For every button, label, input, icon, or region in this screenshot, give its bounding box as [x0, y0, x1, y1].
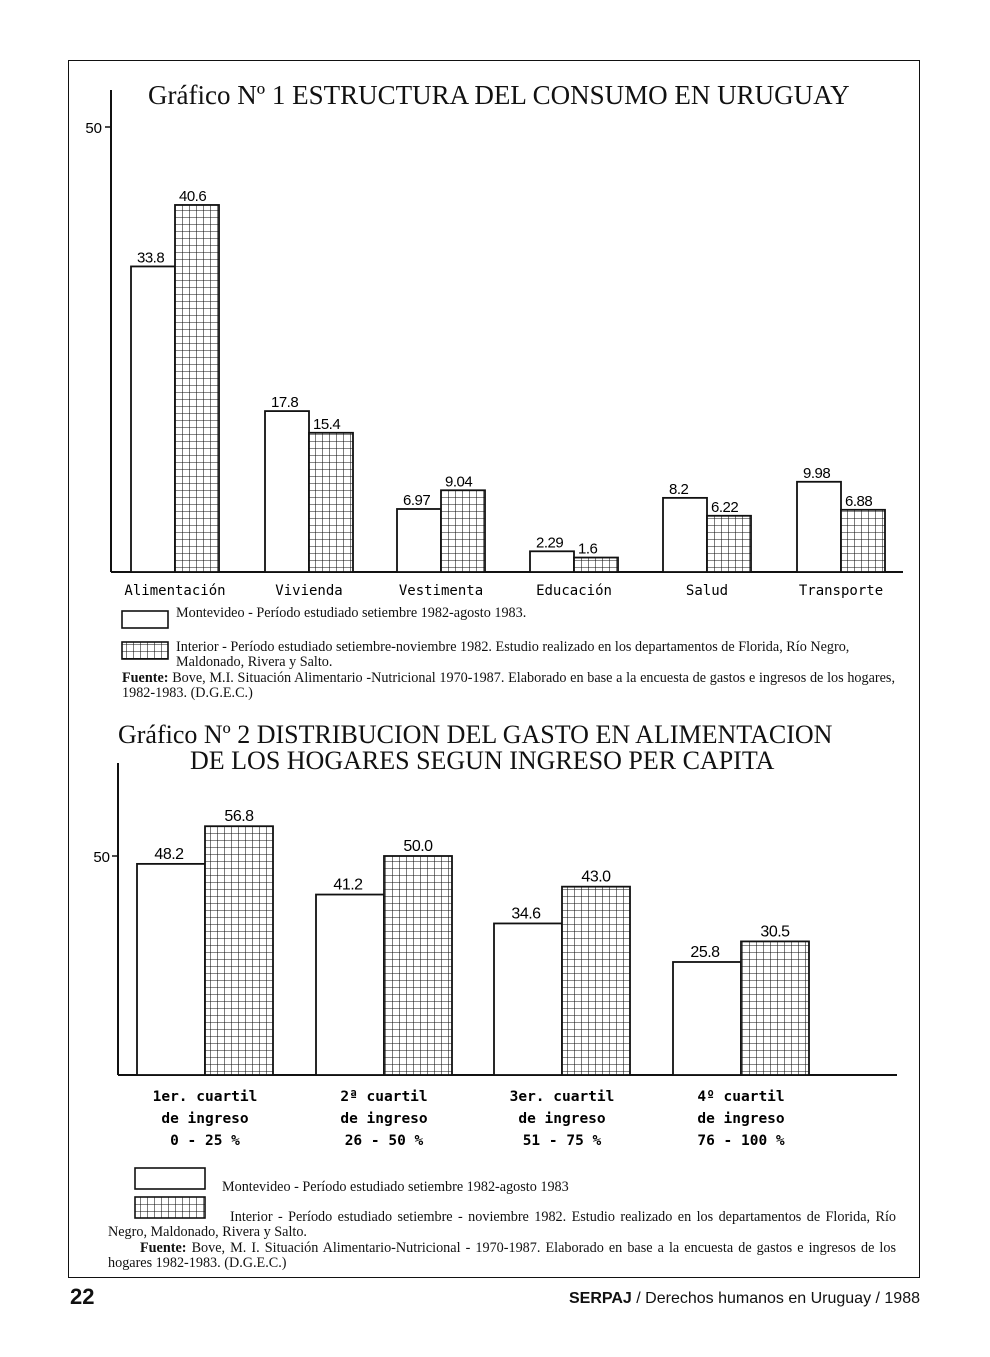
chart2-category-label: de ingreso — [518, 1111, 606, 1127]
chart2-data-label: 30.5 — [760, 923, 790, 941]
chart1-data-label: 9.98 — [803, 464, 831, 482]
chart1-category-label: Salud — [685, 583, 729, 599]
chart1-data-label: 6.88 — [845, 492, 873, 510]
chart1-source-label: Fuente: — [122, 670, 169, 686]
chart2-data-label: 48.2 — [154, 845, 184, 863]
chart2-category-label: 26 - 50 % — [344, 1133, 424, 1149]
chart2-data-label: 50.0 — [403, 838, 433, 855]
chart2-bar-montevideo — [316, 895, 384, 1075]
chart1-data-label: 17.8 — [271, 394, 299, 412]
chart1-data-label: 6.97 — [403, 491, 431, 509]
chart1-data-label: 15.4 — [313, 415, 341, 433]
chart2-data-label: 25.8 — [690, 943, 720, 961]
chart2-legend-interior: Interior - Período estudiado setiembre - noviembre 1982. Estudio realizado en los departamentos de Florida, Río Negro, Maldonado, Rivera y Salto. — [108, 1209, 896, 1240]
chart1-legend-interior: Interior - Período estudiado setiembre-noviembre 1982. Estudio realizado en los departamentos de Florida, Río Negro, Maldonado, Rivera y Salto. — [176, 639, 850, 670]
chart1-y-tick-label: 50 — [85, 120, 102, 137]
chart1-category-label: Vivienda — [275, 583, 343, 599]
publication-title: / Derechos humanos en Uruguay / 1988 — [631, 1290, 920, 1307]
chart2-bar-interior — [741, 941, 809, 1075]
publisher-name: SERPAJ — [568, 1290, 632, 1307]
chart2-data-label: 34.6 — [511, 905, 541, 923]
chart2-bar-interior — [205, 826, 273, 1075]
chart1-data-label: 2.29 — [536, 534, 564, 552]
chart1-data-label: 40.6 — [179, 187, 207, 205]
chart2-source — [108, 1241, 896, 1271]
chart2-category-label: 1er. cuartil — [152, 1089, 258, 1105]
chart2-title-line1: Gráfico Nº 2 DISTRIBUCION DEL GASTO EN ALIMENTACION — [118, 720, 833, 749]
chart2-y-tick-label: 50 — [93, 849, 110, 866]
chart2-bar-montevideo — [673, 962, 741, 1075]
chart2-title-line2: DE LOS HOGARES SEGUN INGRESO PER CAPITA — [190, 746, 775, 775]
chart2-category-label: 76 - 100 % — [697, 1133, 785, 1149]
chart1-category-label: Educación — [536, 583, 612, 599]
chart1-category-label: Transporte — [798, 583, 884, 599]
page-number: 22 — [70, 1284, 95, 1309]
chart2-source-label: Fuente: — [140, 1240, 187, 1256]
chart2-category-label: de ingreso — [340, 1111, 428, 1127]
chart1-data-label: 9.04 — [445, 473, 473, 491]
publication-footer — [569, 1290, 920, 1308]
chart1-data-label: 6.22 — [711, 498, 739, 516]
chart2-category-label: 3er. cuartil — [509, 1089, 615, 1105]
chart2-bar-interior — [562, 887, 630, 1075]
chart2-data-label: 43.0 — [581, 868, 611, 886]
chart2-category-label: 51 - 75 % — [522, 1133, 602, 1149]
chart1-legend-montevideo: Montevideo - Período estudiado setiembre 1982-agosto 1983. — [176, 605, 527, 621]
chart2-category-label: 2ª cuartil — [340, 1089, 428, 1105]
chart1-category-label: Vestimenta — [398, 583, 484, 599]
chart2-source-text: Bove, M. I. Situación Alimentario-Nutricional - 1970-1987. Elaborado en base a la encuesta de gastos e ingresos de los hogares 1982-1983. (D.G.E.C.) — [108, 1240, 896, 1271]
chart2-category-label: de ingreso — [161, 1111, 249, 1127]
chart1-data-label: 8.2 — [669, 480, 689, 498]
chart2-legend-swatch-montevideo — [135, 1168, 205, 1189]
chart1-source-text: Bove, M.I. Situación Alimentario -Nutricional 1970-1987. Elaborado en base a la encuesta de gastos e ingresos de los hogares, 1982-1983. (D.G.E.C.) — [122, 670, 895, 701]
chart2-legend-montevideo: Montevideo - Período estudiado setiembre 1982-agosto 1983 — [222, 1179, 569, 1195]
chart2-bar-montevideo — [494, 923, 562, 1075]
chart1-category-label: Alimentación — [124, 583, 226, 599]
chart2-bar-interior — [384, 856, 452, 1075]
chart2-category-label: 0 - 25 % — [170, 1133, 240, 1149]
chart2-data-label: 41.2 — [333, 876, 363, 894]
chart2-bar-montevideo — [137, 864, 205, 1075]
chart2-category-label: de ingreso — [697, 1111, 785, 1127]
chart1-title: Gráfico Nº 1 ESTRUCTURA DEL CONSUMO EN URUGUAY — [148, 80, 850, 110]
chart2-data-label: 56.8 — [224, 808, 254, 826]
chart1-data-label: 33.8 — [137, 249, 165, 267]
chart1-source — [122, 671, 895, 701]
chart1-data-label: 1.6 — [578, 540, 598, 558]
chart2-category-label: 4º cuartil — [697, 1089, 785, 1105]
